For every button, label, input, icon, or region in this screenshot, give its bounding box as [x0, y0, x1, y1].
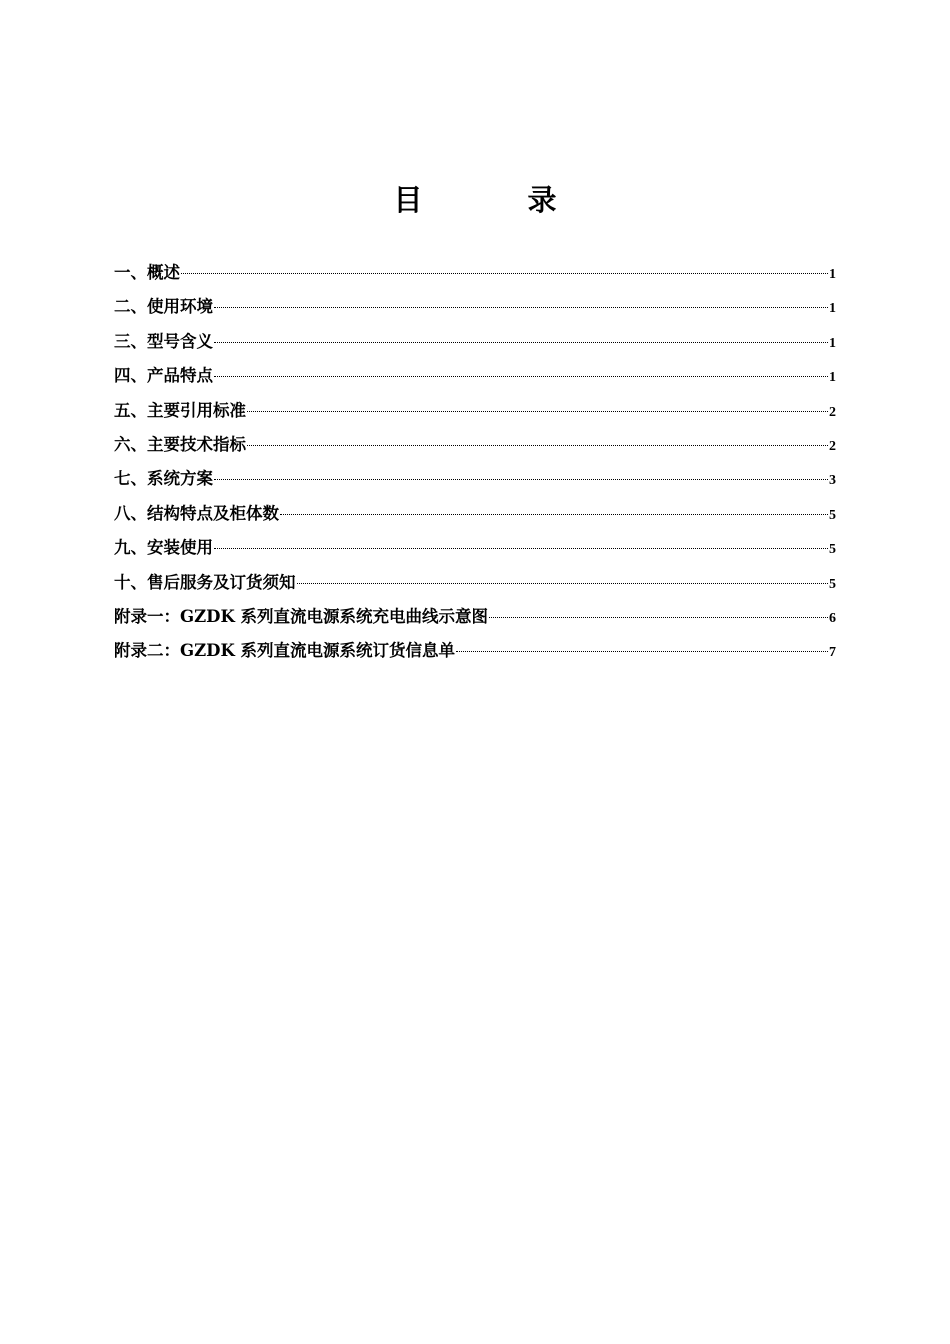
toc-entry-label: 九、安装使用: [114, 538, 213, 558]
toc-entry-structure[interactable]: [114, 497, 836, 531]
toc-entry-label: 三、型号含义: [114, 331, 213, 351]
toc-page-number: 2: [829, 438, 836, 454]
toc-dot-leader: [181, 273, 828, 274]
toc-entry-label: 十、售后服务及订货须知: [114, 572, 296, 592]
toc-dot-leader: [280, 514, 828, 515]
toc-dot-leader: [247, 411, 828, 412]
toc-dot-leader: [214, 342, 828, 343]
toc-page-number: 5: [829, 576, 836, 592]
toc-dot-leader: [214, 479, 828, 480]
toc-entry-standards[interactable]: [114, 394, 836, 428]
toc-entry-environment[interactable]: [114, 290, 836, 324]
toc-entry-model-meaning[interactable]: [114, 325, 836, 359]
toc-entry-features[interactable]: [114, 359, 836, 393]
toc-entry-label: 四、产品特点: [114, 366, 213, 386]
toc-entry-label: 二、使用环境: [114, 297, 213, 317]
toc-dot-leader: [214, 548, 828, 549]
toc-entry-system-scheme[interactable]: [114, 462, 836, 496]
toc-page-number: 1: [829, 335, 836, 351]
toc-dot-leader: [214, 376, 828, 377]
toc-page-number: 3: [829, 473, 836, 489]
toc-entry-service-ordering[interactable]: [114, 566, 836, 600]
toc-entry-appendix-2[interactable]: [114, 634, 836, 668]
toc-entry-appendix-1[interactable]: [114, 600, 836, 634]
toc-entry-label: 七、系统方案: [114, 469, 213, 489]
toc-page-number: 1: [829, 267, 836, 282]
toc-entry-label: 一、概述: [114, 263, 180, 282]
toc-entry-label: 附录二：GZDK 系列直流电源系统订货信息单: [114, 641, 456, 661]
toc-list: [114, 256, 836, 669]
toc-page-number: 6: [829, 610, 836, 626]
toc-page-number: 5: [829, 542, 836, 558]
toc-page-number: 1: [829, 370, 836, 386]
toc-title: 目 录: [393, 183, 595, 217]
toc-dot-leader: [297, 583, 829, 584]
toc-entry-overview[interactable]: [114, 256, 836, 290]
toc-page-number: 1: [829, 301, 836, 317]
toc-page-number: 2: [829, 404, 836, 420]
toc-page-number: 5: [829, 507, 836, 523]
toc-entry-tech-specs[interactable]: [114, 428, 836, 462]
toc-entry-label: 六、主要技术指标: [114, 434, 246, 454]
toc-dot-leader: [247, 445, 828, 446]
toc-entry-label: 五、主要引用标准: [114, 400, 246, 420]
toc-entry-installation[interactable]: [114, 531, 836, 565]
toc-dot-leader: [489, 617, 828, 618]
toc-dot-leader: [214, 307, 828, 308]
toc-entry-label: 附录一：GZDK 系列直流电源系统充电曲线示意图: [114, 606, 489, 626]
toc-dot-leader: [456, 651, 828, 652]
toc-page-number: 7: [829, 645, 836, 661]
toc-entry-label: 八、结构特点及柜体数: [114, 503, 279, 523]
